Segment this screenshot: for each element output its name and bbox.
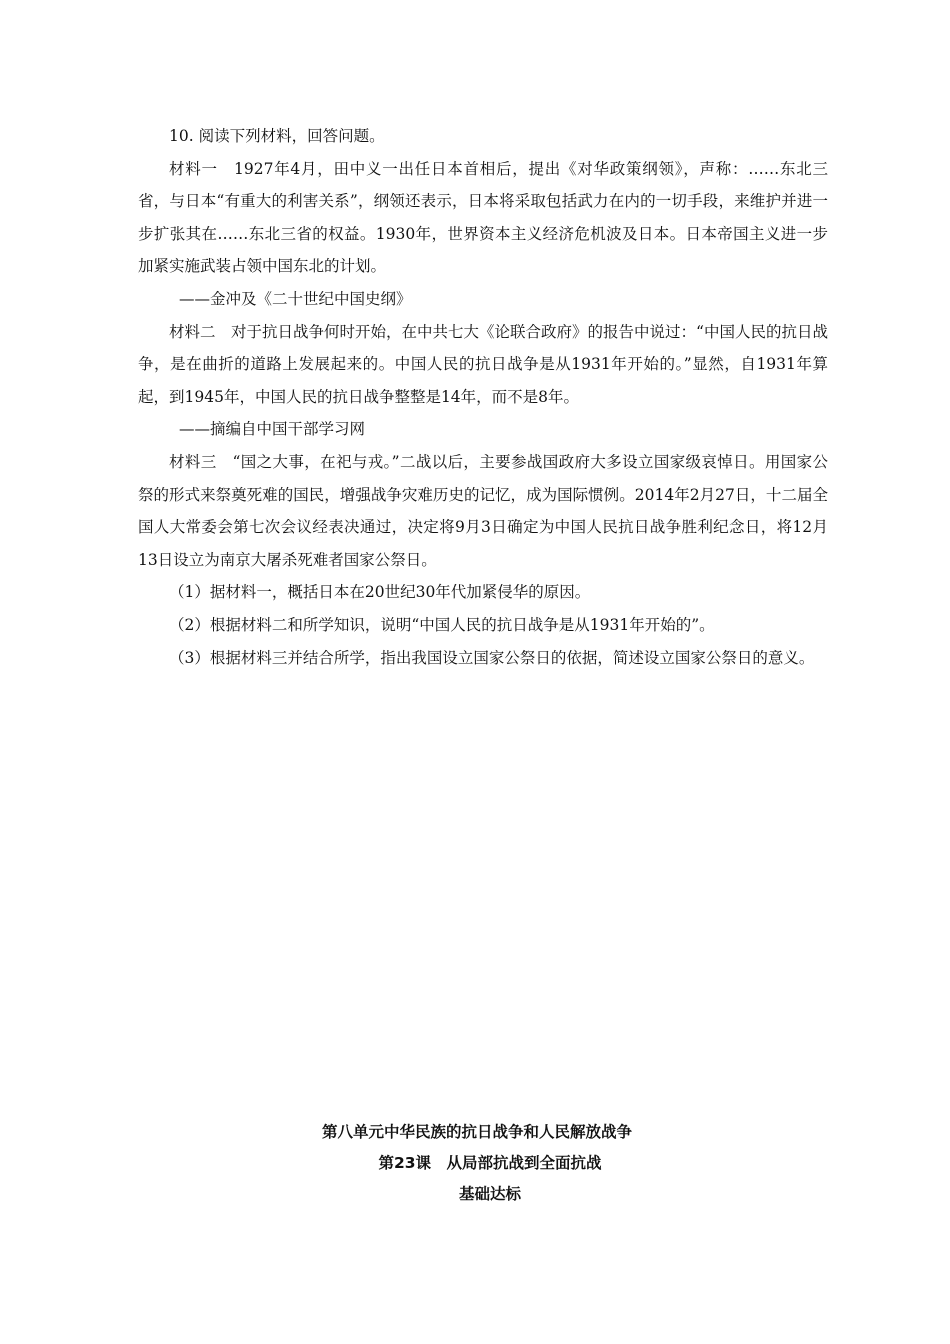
question-10 <box>138 120 828 674</box>
sub-question-1: （1）据材料一，概括日本在20世纪30年代加紧侵华的原因。 <box>169 583 591 602</box>
question-intro: 10. 阅读下列材料，回答问题。 <box>169 127 385 145</box>
material-one-source: ——金冲及《二十世纪中国史纲》 <box>179 289 412 308</box>
sub-question-2: （2）根据材料二和所学知识，说明“中国人民的抗日战争是从1931年开始的”。 <box>169 615 715 634</box>
chapter-headings <box>0 1117 950 1210</box>
section-title: 基础达标 <box>458 1185 521 1203</box>
material-two-source: ——摘编自中国干部学习网 <box>179 420 366 439</box>
sub-question-3: （3）根据材料三并结合所学，指出我国设立国家公祭日的依据，简述设立国家公祭日的意义。 <box>169 648 815 667</box>
material-three-text: 材料三 “国之大事，在祀与戎。”二战以后，主要参战国政府大多设立国家级哀悼日。用国家公祭的形式来祭奠死难的国民，增强战争灾难历史的记忆，成为国际惯例。2014年2月27日，十二届全国人大常委会第七次会议经表决通过，决定将9月3日确定为中国人民抗日战争胜利纪念日，将12月13日设立为南京大屠杀死难者国家公祭日。 <box>138 452 828 569</box>
unit-title: 第八单元中华民族的抗日战争和人民解放战争 <box>321 1123 632 1141</box>
material-one-text: 材料一 1927年4月，田中义一出任日本首相后，提出《对华政策纲领》，声称：……东北三省，与日本“有重大的利害关系”，纲领还表示，日本将采取包括武力在内的一切手段，来维护并进一步扩张其在……东北三省的权益。1930年，世界资本主义经济危机波及日本。日本帝国主义进一步加紧实施武装占领中国东北的计划。 <box>138 159 828 276</box>
lesson-title: 第23课 从局部抗战到全面抗战 <box>378 1154 602 1172</box>
material-two-text: 材料二 对于抗日战争何时开始，在中共七大《论联合政府》的报告中说过：“中国人民的抗日战争，是在曲折的道路上发展起来的。中国人民的抗日战争是从1931年开始的。”显然，自1931年算起，到1945年，中国人民的抗日战争整整是14年，而不是8年。 <box>138 322 828 406</box>
